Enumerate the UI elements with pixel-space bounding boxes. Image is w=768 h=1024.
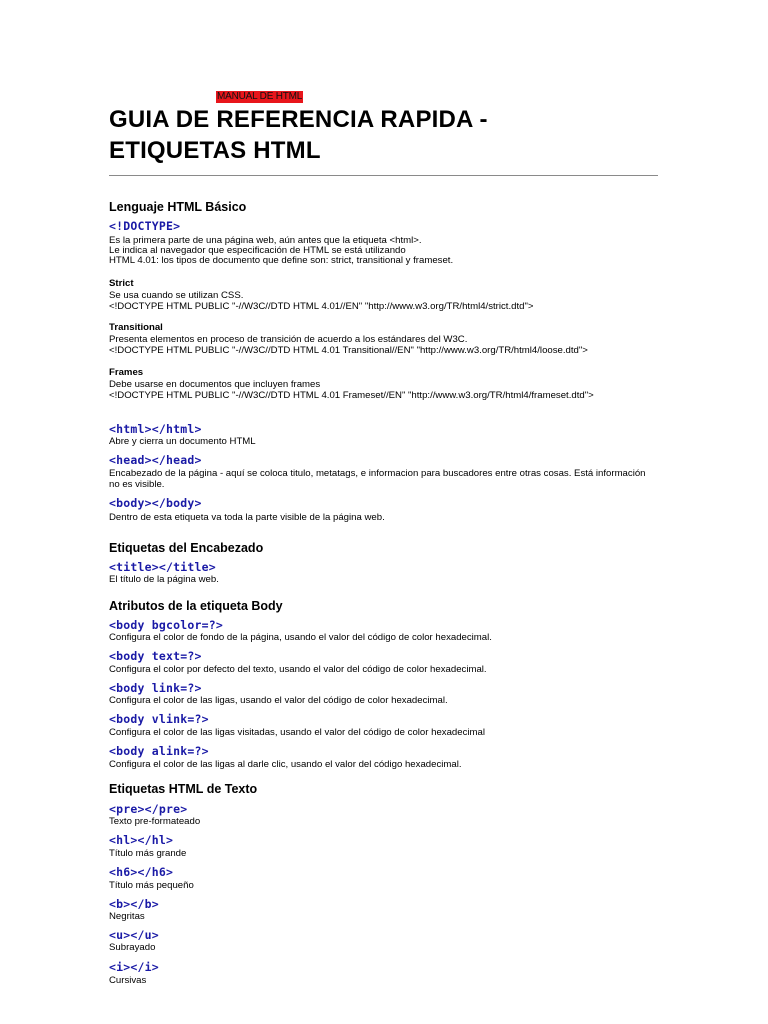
tag-body-link: <body link=?> <box>109 681 202 695</box>
pre-desc: Texto pre-formateado <box>109 816 201 827</box>
frames-line-1: Debe usarse en documentos que incluyen frames <box>109 379 321 390</box>
page-title <box>109 104 669 166</box>
tag-body-bgcolor: <body bgcolor=?> <box>109 618 223 632</box>
doctype-desc-2: Le indica al navegador que especificación de HTML se está utilizando <box>109 245 406 256</box>
link-attr-desc: Configura el color de las ligas, usando el valor del código de color hexadecimal. <box>109 695 448 706</box>
title-desc: El título de la página web. <box>109 574 219 585</box>
tag-pre: <pre></pre> <box>109 802 188 816</box>
tag-h6: <h6></h6> <box>109 865 174 879</box>
doctype-desc-3: HTML 4.01: los tipos de documento que define son: strict, transitional y frameset. <box>109 255 454 266</box>
u-desc: Subrayado <box>109 942 156 953</box>
text-attr-desc: Configura el color por defecto del texto, usando el valor del código de color hexadecimal. <box>109 664 487 675</box>
tag-title: <title></title> <box>109 560 216 574</box>
tag-body: <body></body> <box>109 496 202 510</box>
frames-label: Frames <box>109 367 144 378</box>
tag-html: <html></html> <box>109 422 202 436</box>
h6-desc: Título más pequeño <box>109 880 194 891</box>
tag-body-text: <body text=?> <box>109 649 202 663</box>
bgcolor-desc: Configura el color de fondo de la página, usando el valor del código de color hexadecimal. <box>109 632 492 643</box>
horizontal-divider <box>109 175 658 176</box>
page-title-line-1: GUIA DE REFERENCIA RAPIDA - <box>109 106 488 133</box>
head-desc-2: no es visible. <box>109 479 165 490</box>
strict-label: Strict <box>109 278 134 289</box>
alink-attr-desc: Configura el color de las ligas al darle clic, usando el valor del código hexadecimal. <box>109 759 462 770</box>
strict-line-2: <!DOCTYPE HTML PUBLIC "-//W3C//DTD HTML 4.01//EN" "http://www.w3.org/TR/html4/strict.dtd"> <box>109 301 534 312</box>
strict-line-1: Se usa cuando se utilizan CSS. <box>109 290 244 301</box>
section-heading-basic: Lenguaje HTML Básico <box>109 200 247 214</box>
section-heading-head: Etiquetas del Encabezado <box>109 541 264 555</box>
doctype-desc-1: Es la primera parte de una página web, aún antes que la etiqueta <html>. <box>109 235 422 246</box>
transitional-line-2: <!DOCTYPE HTML PUBLIC "-//W3C//DTD HTML 4.01 Transitional//EN" "http://www.w3.org/TR/html4/loose.dtd"> <box>109 345 588 356</box>
transitional-line-1: Presenta elementos en proceso de transición de acuerdo a los estándares del W3C. <box>109 334 468 345</box>
html-desc: Abre y cierra un documento HTML <box>109 436 256 447</box>
page-title-line-2: ETIQUETAS HTML <box>109 137 321 164</box>
head-desc-1: Encabezado de la página - aquí se coloca titulo, metatags, e informacion para buscadores entre otras cosas. Está información <box>109 468 646 479</box>
section-heading-body-attrs: Atributos de la etiqueta Body <box>109 599 283 613</box>
i-desc: Cursivas <box>109 975 147 986</box>
tag-i: <i></i> <box>109 960 159 974</box>
frames-line-2: <!DOCTYPE HTML PUBLIC "-//W3C//DTD HTML 4.01 Frameset//EN" "http://www.w3.org/TR/html4/frameset.dtd"> <box>109 390 594 401</box>
vlink-attr-desc: Configura el color de las ligas visitadas, usando el valor del código de color hexadecimal <box>109 727 485 738</box>
tag-doctype: <!DOCTYPE> <box>109 219 181 233</box>
manual-badge: MANUAL DE HTML <box>217 91 303 102</box>
tag-body-vlink: <body vlink=?> <box>109 712 209 726</box>
tag-h1: <hl></hl> <box>109 833 174 847</box>
h1-desc: Título más grande <box>109 848 187 859</box>
transitional-label: Transitional <box>109 322 163 333</box>
section-heading-text: Etiquetas HTML de Texto <box>109 782 258 796</box>
tag-u: <u></u> <box>109 928 159 942</box>
tag-b: <b></b> <box>109 897 159 911</box>
b-desc: Negritas <box>109 911 145 922</box>
tag-head: <head></head> <box>109 453 202 467</box>
tag-body-alink: <body alink=?> <box>109 744 209 758</box>
body-desc: Dentro de esta etiqueta va toda la parte visible de la página web. <box>109 512 385 523</box>
